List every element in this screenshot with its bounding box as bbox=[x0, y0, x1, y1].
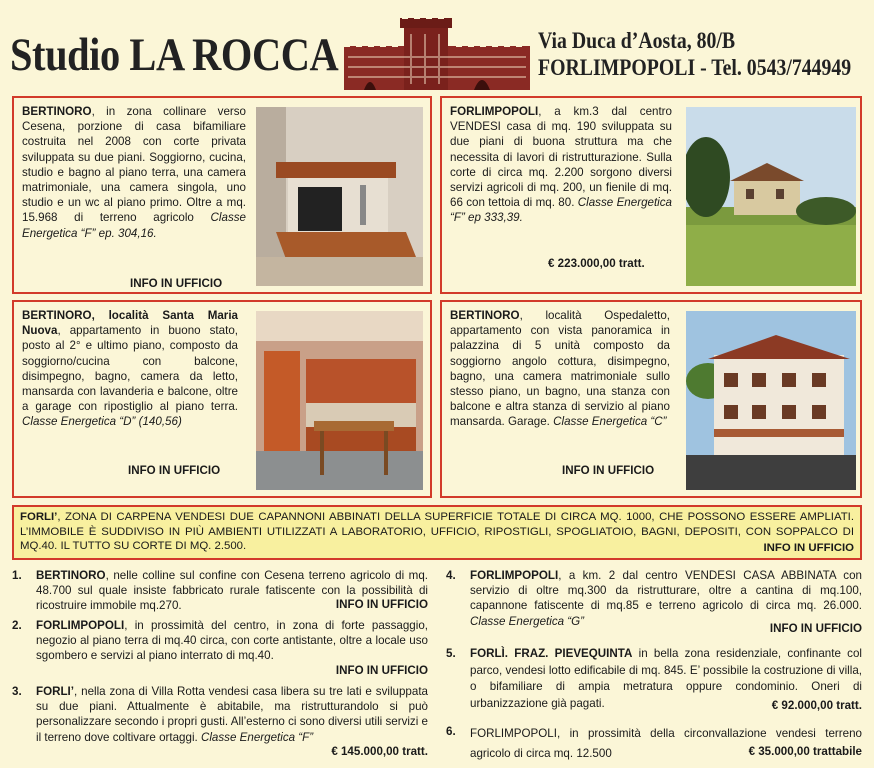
list-price: INFO IN UFFICIO bbox=[335, 598, 428, 611]
banner-town: FORLI’ bbox=[20, 511, 58, 523]
list-price: € 145.000,00 tratt. bbox=[331, 745, 428, 758]
energy-class: Classe Energetica “C” bbox=[553, 415, 667, 429]
list-number: 6. bbox=[446, 725, 456, 738]
energy-class: Classe Energetica “D” (140,56) bbox=[22, 415, 182, 429]
list-price: INFO IN UFFICIO bbox=[769, 622, 862, 635]
listing-price: INFO IN UFFICIO bbox=[128, 464, 221, 477]
list-item bbox=[12, 618, 428, 680]
listing-card bbox=[12, 300, 432, 498]
list-text: FORLIMPOPOLI, in prossimità del centro, in zona di forte passaggio, negozio al piano terra di mq.40 circa, con corte antistante, oltre a locale uso sgombero e servizi al piano interrato di mq.40. bbox=[36, 619, 428, 663]
list-item bbox=[446, 724, 862, 764]
listing-text: FORLIMPOPOLI, a km.3 dal centro VENDESI casa di mq. 190 sviluppata su due piani di buona struttura ma che necessita di lavori di ristrutturazione. Sulla corte di circa mq. 2.200 sorgono diversi servizi agricoli di mq. 200, un fienile di mq. 66 con tettoia di mq. 80. Classe Energetica “F” ep 333,39. bbox=[450, 105, 673, 225]
listing-card bbox=[12, 96, 432, 294]
list-item bbox=[446, 646, 862, 718]
list-text: FORLI’, nella zona di Villa Rotta vendesi casa libera su tre lati e sviluppata su due piani. Attualmente è abitabile, ma ristrutturandolo si può personalizzare secondo i propri gusti. All’esterno ci sono diversi utili servizi e il terreno dove coltivare ortaggi. Classe Energetica “F” bbox=[36, 685, 428, 744]
brand-title: Studio LA ROCCA bbox=[10, 29, 339, 81]
list-item bbox=[12, 568, 428, 618]
list-text: BERTINORO, nelle colline sul confine con Cesena terreno agricolo di mq. 48.700 sul quale insiste fabbricato rurale fatiscente con la possibilità di ricostruire immobile mq.270. bbox=[36, 569, 428, 613]
list-number: 5. bbox=[446, 647, 456, 660]
list-text: FORLIMPOPOLI, a km. 2 dal centro VENDESI CASA ABBINATA con servizio di oltre mq.300 da ristrutturare, oltre a cantina di mq.100, capannone fatiscente di mq.85 e terreno agricolo di circa mq. 26.000. Classe Energetica “G” bbox=[470, 569, 862, 628]
list-text: FORLIMPOPOLI, in prossimità della circonvallazione vendesi terreno agricolo di circa mq. 12.500 bbox=[470, 727, 862, 760]
energy-class: Classe Energetica “F” ep 333,39. bbox=[450, 196, 673, 225]
listing-town: BERTINORO bbox=[450, 309, 520, 322]
energy-class: Classe Energetica “F” ep. 304,16. bbox=[22, 211, 246, 240]
listing-town: BERTINORO bbox=[22, 309, 92, 322]
castle-logo bbox=[344, 10, 530, 90]
listing-price: INFO IN UFFICIO bbox=[130, 277, 223, 290]
list-number: 1. bbox=[12, 569, 22, 582]
listing-card bbox=[440, 96, 862, 294]
listing-text: BERTINORO, località Santa Maria Nuova, appartamento in buono stato, posto al 2° e ultimo piano, composto da soggiorno/cucina con balcone, disimpegno, bagno, camera da letto, mansarda con lavanderia e balcone, oltre a garage con ripostiglio al piano terra. Classe Energetica “D” (140,56) bbox=[22, 309, 238, 429]
list-item bbox=[12, 684, 428, 764]
featured-listing-banner: FORLI’, ZONA DI CARPENA VENDESI DUE CAPANNONI ABBINATI DELLA SUPERFICIE TOTALE DI CIRCA MQ. 1000, CHE POSSONO ESSERE AMPLIATI. L’IMMOBILE È SUDDIVISO IN PIÙ AMBIENTI UTILIZZATI A LABORATORIO, UFFICIO, RIPOSTIGLI, SPOGLIATOIO, BAGNI, DEPOSITI, CON SOPPALCO DI MQ.40. IL TUTTO SU CORTE DI MQ. 2.500. INFO IN UFFICIO bbox=[12, 505, 862, 560]
listing-text: BERTINORO, località Ospedaletto, appartamento con vista panoramica in palazzina di 5 unità composto da soggiorno angolo cottura, disimpegno, bagno, una camera matrimoniale sullo stesso piano, un bagno, una stanza con balcone e altra stanza di servizio al piano mansarda. Garage. Classe Energetica “C” bbox=[450, 309, 670, 429]
listing-text: BERTINORO, in zona collinare verso Cesena, porzione di casa bifamiliare costruita nel 2008 con corte privata sviluppata su due piani. Soggiorno, cucina, studio e bagno al piano terra, una camera matrimoniale, una camera singola, uno studio e un wc al piano primo. Oltre a mq. 15.968 di terreno agricolo Classe Energetica “F” ep. 304,16. bbox=[22, 105, 246, 240]
phone-line: FORLIMPOPOLI - Tel. 0543/744949 bbox=[538, 55, 852, 80]
header bbox=[0, 0, 874, 96]
kitchen-photo bbox=[256, 311, 423, 490]
list-number: 2. bbox=[12, 619, 22, 632]
farmhouse-photo bbox=[686, 107, 856, 286]
list-price: € 92.000,00 tratt. bbox=[771, 699, 862, 712]
listing-price: INFO IN UFFICIO bbox=[562, 464, 655, 477]
banner-footer: INFO IN UFFICIO bbox=[760, 541, 855, 556]
address-line: Via Duca d’Aosta, 80/B bbox=[538, 28, 736, 53]
list-price: € 35.000,00 trattabile bbox=[745, 744, 862, 759]
list-item bbox=[446, 568, 862, 634]
listing-price: € 223.000,00 tratt. bbox=[548, 257, 645, 270]
list-number: 4. bbox=[446, 569, 456, 582]
listing-town: BERTINORO bbox=[22, 105, 92, 118]
list-number: 3. bbox=[12, 685, 22, 698]
listing-town: FORLIMPOPOLI bbox=[450, 105, 539, 118]
fireplace-photo bbox=[256, 107, 423, 286]
apartment-building-photo bbox=[686, 311, 856, 490]
list-text: FORLÌ. FRAZ. PIEVEQUINTA in bella zona residenziale, confinante col parco, vendesi lotto edificabile di mq. 845. E’ possibile la costruzione di villa, o bifamiliare di ampia metratura oppure condominio. Oneri di urbanizzazione già pagati. bbox=[470, 647, 862, 710]
listing-card bbox=[440, 300, 862, 498]
list-price: INFO IN UFFICIO bbox=[335, 664, 428, 677]
